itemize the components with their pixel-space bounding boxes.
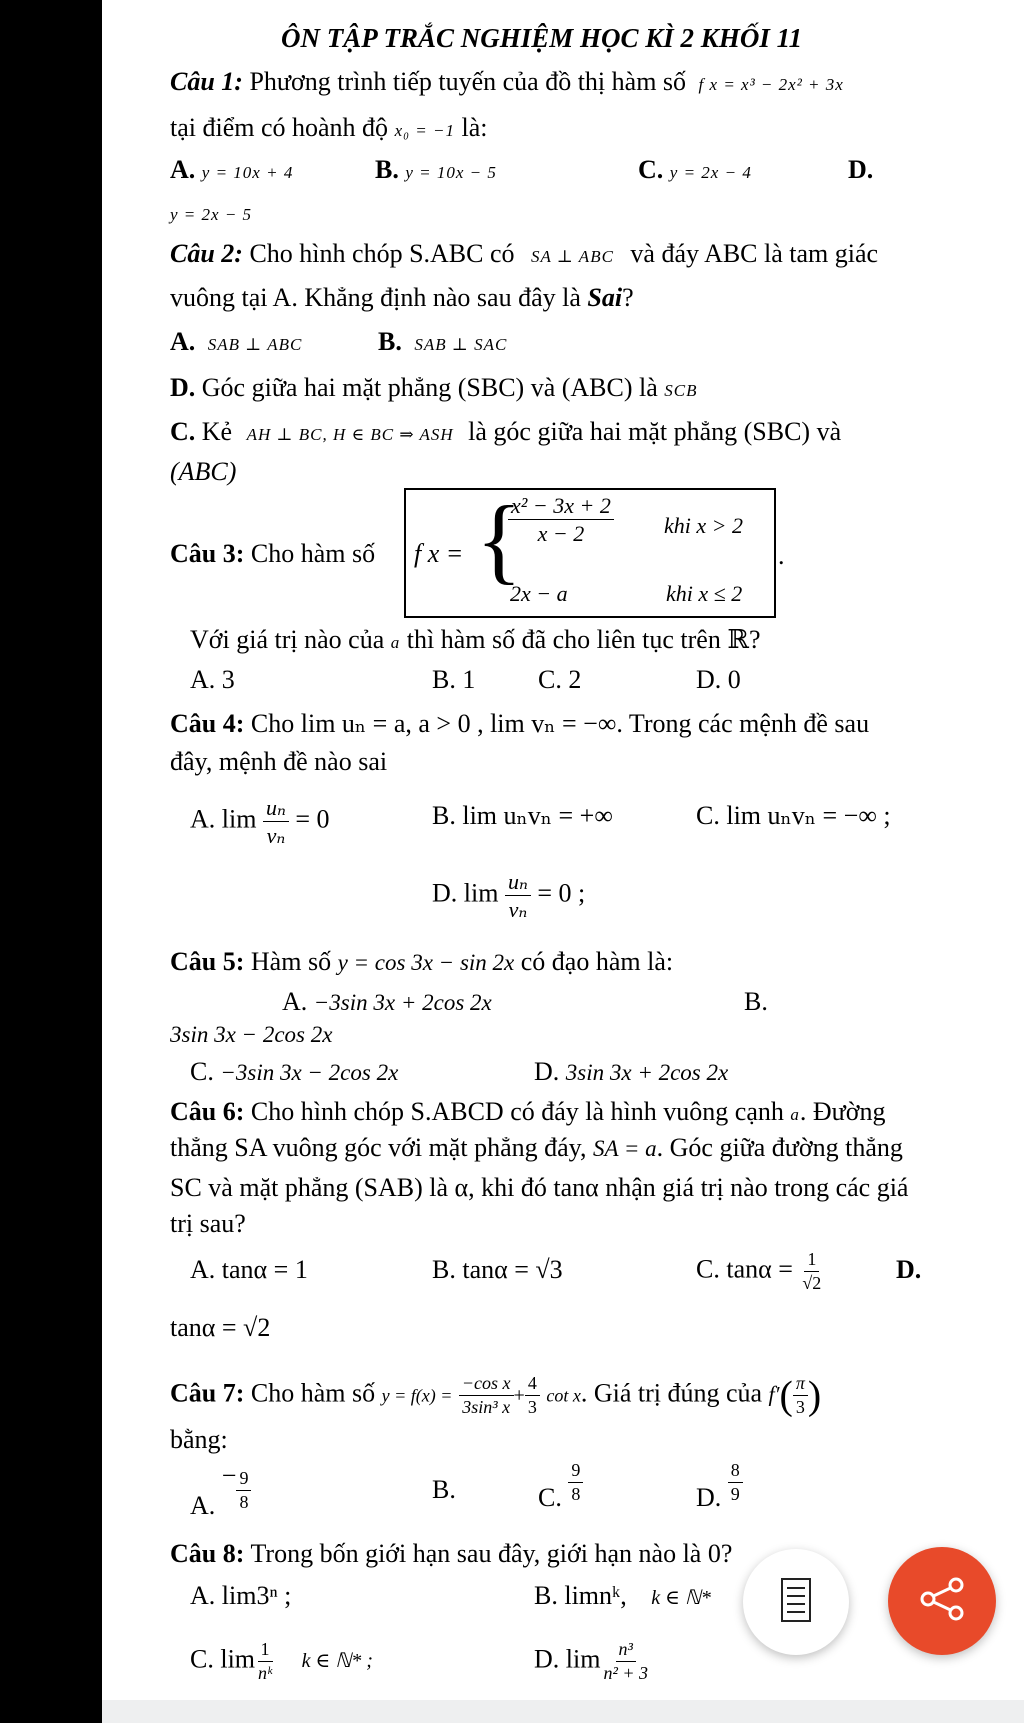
option-letter: A. xyxy=(190,665,216,694)
function-suffix: cot x xyxy=(546,1385,581,1406)
question-1-option-d-value[interactable] xyxy=(170,196,252,231)
option-letter: D. xyxy=(534,1057,560,1086)
question-6-text-4: SC và mặt phẳng (SAB) là α, khi đó tanα nhận giá trị nào trong các giá xyxy=(170,1173,909,1202)
plus-sign: + xyxy=(513,1384,525,1407)
question-5-text-2: có đạo hàm là: xyxy=(520,947,674,976)
question-6-label: Câu 6: xyxy=(170,1097,245,1126)
piecewise-function-box xyxy=(404,488,776,618)
numerator: π xyxy=(793,1374,808,1396)
equals-zero: = 0 xyxy=(295,804,330,834)
question-2-text-3: vuông tại A. Khẳng định nào sau đây là xyxy=(170,283,581,312)
k-condition: k ∈ ℕ* ; xyxy=(301,1650,373,1673)
question-2-option-c-end xyxy=(170,456,236,488)
denominator: 8 xyxy=(239,1491,249,1512)
question-3-intro xyxy=(170,538,375,570)
option-letter: A. xyxy=(170,327,196,356)
option-letter: A. xyxy=(170,155,196,184)
question-2-option-a[interactable] xyxy=(170,326,302,361)
question-6-a: a xyxy=(790,1105,800,1124)
question-5-option-a[interactable] xyxy=(282,986,492,1019)
f-prime: f′ xyxy=(768,1381,780,1407)
question-4-option-b[interactable] xyxy=(432,800,613,832)
question-3-a: a xyxy=(390,633,401,652)
question-7-text: Cho hàm số xyxy=(250,1378,376,1408)
question-1-option-d-letter[interactable] xyxy=(848,154,873,186)
question-1-x0: x₀ = −1 xyxy=(394,121,455,140)
option-value: y = 2x − 5 xyxy=(170,205,253,224)
bottom-bar xyxy=(102,1700,1024,1723)
option-value-end: (ABC) xyxy=(170,457,237,486)
option-letter: A. xyxy=(190,804,216,834)
numerator: 1 xyxy=(804,1250,819,1272)
option-letter: B. xyxy=(375,155,399,184)
lim-label: lim xyxy=(221,804,257,834)
denominator: √2 xyxy=(802,1272,822,1293)
option-c-frac xyxy=(255,1640,275,1683)
question-3-option-c[interactable] xyxy=(538,664,581,696)
question-1-option-b[interactable] xyxy=(375,154,497,189)
denominator: 9 xyxy=(730,1483,740,1504)
question-2-qmark: ? xyxy=(622,283,634,312)
question-1-text-3: là: xyxy=(461,113,488,142)
document-lines-icon xyxy=(781,1578,811,1627)
numerator: uₙ xyxy=(263,796,289,822)
question-6-math: SA = a xyxy=(592,1136,657,1161)
option-letter: B. xyxy=(432,665,456,694)
option-value: lim uₙvₙ = −∞ ; xyxy=(726,801,891,830)
option-letter: C. xyxy=(190,1644,214,1674)
option-value: y = 2x − 4 xyxy=(669,163,752,182)
question-7-line-2 xyxy=(170,1424,228,1456)
option-value: limnᵏ, xyxy=(564,1581,627,1610)
document-menu-button[interactable] xyxy=(743,1549,849,1655)
piecewise-brace: { xyxy=(476,486,523,593)
lim-label: lim xyxy=(220,1644,256,1674)
option-value: 0 xyxy=(727,665,741,694)
option-value: lim3ⁿ ; xyxy=(221,1581,292,1610)
option-math: AH ⊥ BC, H ∈ BC ⇒ ASH xyxy=(246,425,454,444)
share-button[interactable] xyxy=(888,1547,996,1655)
option-value: tanα = 1 xyxy=(221,1255,308,1284)
equals-zero: = 0 ; xyxy=(537,878,586,908)
question-2-label: Câu 2: xyxy=(170,239,243,268)
question-6-line-3 xyxy=(170,1172,908,1204)
denominator: n² + 3 xyxy=(603,1662,648,1683)
question-3-text: Cho hàm số xyxy=(250,539,376,568)
option-letter: A. xyxy=(190,1491,216,1520)
minus-sign: − xyxy=(221,1461,237,1490)
question-5-option-d[interactable] xyxy=(534,1056,728,1089)
question-6-text-5: trị sau? xyxy=(170,1209,246,1238)
question-4-line-1 xyxy=(170,708,869,740)
case-1-numerator: x² − 3x + 2 xyxy=(508,494,614,520)
question-8-option-b[interactable] xyxy=(534,1580,711,1614)
question-8-option-d[interactable] xyxy=(534,1640,651,1683)
question-6-option-c[interactable] xyxy=(696,1250,824,1293)
question-1-line-1 xyxy=(170,66,844,101)
numerator: uₙ xyxy=(505,870,531,896)
numerator: 9 xyxy=(236,1469,251,1491)
period: . xyxy=(778,541,785,570)
question-1-line-2 xyxy=(170,112,487,147)
question-7-option-b[interactable] xyxy=(432,1474,456,1506)
question-3-option-a[interactable] xyxy=(190,664,235,696)
question-8-line-1 xyxy=(170,1538,732,1570)
denominator: vₙ xyxy=(508,897,528,923)
question-2-option-c[interactable] xyxy=(170,416,841,451)
question-8-text: Trong bốn giới hạn sau đây, giới hạn nào là 0? xyxy=(250,1539,733,1568)
question-2-sai: Sai xyxy=(587,283,623,312)
question-1-function: f x = x³ − 2x² + 3x xyxy=(698,75,844,94)
question-2-text-2: và đáy ABC là tam giác xyxy=(630,239,879,268)
question-5-text: Hàm số xyxy=(250,947,332,976)
option-letter: D. xyxy=(848,155,874,184)
question-2-line-2 xyxy=(170,282,634,314)
option-value: tanα = √3 xyxy=(462,1255,563,1284)
case-1-fraction xyxy=(508,494,614,545)
option-letter: C. xyxy=(538,665,562,694)
page-title: ÔN TẬP TRẮC NGHIỆM HỌC KÌ 2 KHỐI 11 xyxy=(281,23,803,53)
open-paren: ( xyxy=(779,1372,793,1418)
option-letter: D. xyxy=(170,373,196,402)
piecewise-lhs xyxy=(414,538,463,570)
option-value: tanα = √2 xyxy=(170,1313,271,1342)
option-value: −3sin 3x + 2cos 2x xyxy=(313,990,492,1015)
option-value: 2 xyxy=(568,665,582,694)
question-2-option-d[interactable] xyxy=(170,372,698,407)
option-a-frac xyxy=(236,1469,251,1512)
option-value: 3sin 3x + 2cos 2x xyxy=(565,1060,729,1085)
question-5-line-1 xyxy=(170,946,673,979)
question-4-text-2: đây, mệnh đề nào sai xyxy=(170,747,388,776)
option-value: y = 10x + 4 xyxy=(201,163,294,182)
question-7-text-3: bằng: xyxy=(170,1425,228,1454)
question-4-label: Câu 4: xyxy=(170,709,245,738)
option-letter: A. xyxy=(282,987,308,1016)
option-letter: B. xyxy=(432,801,456,830)
question-1-option-a[interactable] xyxy=(170,154,293,189)
question-6-line-4 xyxy=(170,1208,246,1240)
question-8-label: Câu 8: xyxy=(170,1539,245,1568)
question-4-option-c[interactable] xyxy=(696,800,891,832)
case-2-expression: 2x − a xyxy=(510,581,568,606)
case-2-condition: khi x ≤ 2 xyxy=(666,581,743,606)
option-letter: C. xyxy=(696,801,720,830)
question-2-line-1 xyxy=(170,238,878,273)
question-6-option-a[interactable] xyxy=(190,1254,308,1286)
question-6-option-d-value[interactable] xyxy=(170,1312,270,1344)
question-6-text: Cho hình chóp S.ABCD có đáy là hình vuông cạnh xyxy=(250,1097,784,1126)
question-2-text: Cho hình chóp S.ABC có xyxy=(249,239,515,268)
option-a-frac xyxy=(263,796,289,847)
question-7-label: Câu 7: xyxy=(170,1378,245,1408)
question-3-label: Câu 3: xyxy=(170,539,245,568)
numerator: 4 xyxy=(525,1374,540,1396)
option-value: SAB ⊥ ABC xyxy=(207,335,303,354)
option-letter: A. xyxy=(190,1255,216,1284)
question-3-option-b[interactable] xyxy=(432,664,475,696)
option-prefix: tanα = xyxy=(726,1254,793,1284)
option-letter: D. xyxy=(696,1483,722,1512)
question-6-text-2: thẳng SA vuông góc với mặt phẳng đáy, xyxy=(170,1133,587,1162)
option-letter: C. xyxy=(538,1483,562,1512)
question-6-text-b: . Đường xyxy=(799,1097,886,1126)
question-6-line-1 xyxy=(170,1096,885,1131)
option-letter: C. xyxy=(170,417,196,446)
question-4-text: Cho lim uₙ = a, a > 0 , lim vₙ = −∞. Trong các mệnh đề sau xyxy=(250,709,870,738)
numerator: −cos x xyxy=(459,1374,514,1396)
k-condition: k ∈ ℕ* xyxy=(651,1587,711,1609)
denominator: vₙ xyxy=(266,823,286,849)
option-value: SAB ⊥ SAC xyxy=(414,335,508,354)
option-letter: C. xyxy=(638,155,664,184)
option-c-frac xyxy=(799,1250,824,1293)
lim-label: lim xyxy=(463,878,499,908)
question-4-option-d[interactable] xyxy=(432,870,585,921)
question-7-option-a[interactable] xyxy=(190,1460,251,1522)
question-2-condition: SA ⊥ ABC xyxy=(531,247,614,266)
option-value: −3sin 3x − 2cos 2x xyxy=(220,1060,399,1085)
denominator: nᵏ xyxy=(258,1662,273,1683)
left-black-margin xyxy=(0,0,102,1723)
question-7-text-2: . Giá trị đúng của xyxy=(580,1378,763,1408)
option-letter: D. xyxy=(432,878,458,908)
option-letter: B. xyxy=(432,1475,456,1504)
option-letter: C. xyxy=(696,1254,720,1284)
option-value: 1 xyxy=(462,665,476,694)
question-6-option-d-letter[interactable] xyxy=(896,1254,921,1286)
denominator: 3 xyxy=(795,1396,805,1417)
option-value: 3sin 3x − 2cos 2x xyxy=(170,1022,333,1047)
question-1-option-c[interactable] xyxy=(638,154,752,189)
option-value: lim uₙvₙ = +∞ xyxy=(462,801,613,830)
denominator: 8 xyxy=(571,1483,581,1504)
share-icon xyxy=(917,1576,967,1627)
question-4-option-a[interactable] xyxy=(190,796,330,847)
case-1-condition: khi x > 2 xyxy=(664,513,743,538)
question-3-text-2: Với giá trị nào của xyxy=(190,625,385,654)
option-value: 3 xyxy=(221,665,235,694)
option-math: SCB xyxy=(664,381,698,400)
numerator: 1 xyxy=(258,1640,273,1662)
option-value: Góc giữa hai mặt phẳng (SBC) và (ABC) là xyxy=(201,373,658,402)
question-3-text-3: thì hàm số đã cho liên tục trên ℝ? xyxy=(406,625,761,654)
option-d-frac xyxy=(505,870,531,921)
option-letter: A. xyxy=(190,1581,216,1610)
question-6-option-b[interactable] xyxy=(432,1254,563,1286)
question-3-line-2 xyxy=(190,624,760,659)
question-6-text-3: . Góc giữa đường thẳng xyxy=(656,1133,903,1162)
question-2-option-b[interactable] xyxy=(378,326,507,361)
question-4-line-2 xyxy=(170,746,387,778)
piecewise-f: f x = xyxy=(414,539,464,568)
close-paren: ) xyxy=(807,1372,822,1418)
question-1-text: Phương trình tiếp tuyến của đồ thị hàm số xyxy=(249,67,687,96)
question-5-option-c[interactable] xyxy=(190,1056,398,1089)
option-letter: C. xyxy=(190,1057,214,1086)
function-prefix: y = f(x) = xyxy=(381,1385,453,1406)
numerator: 9 xyxy=(568,1461,583,1483)
question-5-label: Câu 5: xyxy=(170,947,245,976)
case-1-frac xyxy=(508,494,614,545)
option-letter: D. xyxy=(896,1255,922,1284)
option-value: y = 10x − 5 xyxy=(405,163,497,182)
denominator: 3sin³ x xyxy=(462,1396,511,1417)
option-value: là góc giữa hai mặt phẳng (SBC) và xyxy=(468,417,842,446)
numerator: n³ xyxy=(616,1640,636,1662)
option-letter: D. xyxy=(534,1644,560,1674)
function-frac-2 xyxy=(525,1374,540,1417)
question-5-function: y = cos 3x − sin 2x xyxy=(337,950,515,975)
question-5-option-b-letter[interactable] xyxy=(744,986,768,1018)
question-7-option-d[interactable] xyxy=(696,1460,743,1514)
question-7-option-c[interactable] xyxy=(538,1460,583,1514)
function-frac-1 xyxy=(459,1374,514,1417)
question-1-text-2: tại điểm có hoành độ xyxy=(170,113,389,142)
option-letter: B. xyxy=(534,1581,558,1610)
denominator: 3 xyxy=(527,1396,537,1417)
question-6-line-2 xyxy=(170,1132,903,1165)
question-8-option-c[interactable] xyxy=(190,1640,373,1683)
option-letter: B. xyxy=(744,987,768,1016)
question-8-option-a[interactable] xyxy=(190,1580,291,1612)
numerator: 8 xyxy=(728,1461,743,1483)
option-letter: D. xyxy=(696,665,722,694)
question-1-label: Câu 1: xyxy=(170,67,243,96)
lim-label: lim xyxy=(565,1644,601,1674)
option-c-frac xyxy=(568,1461,583,1504)
question-3-option-d[interactable] xyxy=(696,664,741,696)
option-letter: B. xyxy=(378,327,402,356)
option-d-frac xyxy=(600,1640,651,1683)
option-letter: B. xyxy=(432,1255,456,1284)
case-1-denominator: x − 2 xyxy=(537,521,585,547)
pi-over-3 xyxy=(793,1374,808,1417)
question-7-line-1 xyxy=(170,1374,821,1417)
option-d-frac xyxy=(728,1461,743,1504)
question-5-option-b-value[interactable] xyxy=(170,1018,332,1051)
option-prefix: Kẻ xyxy=(201,417,233,446)
